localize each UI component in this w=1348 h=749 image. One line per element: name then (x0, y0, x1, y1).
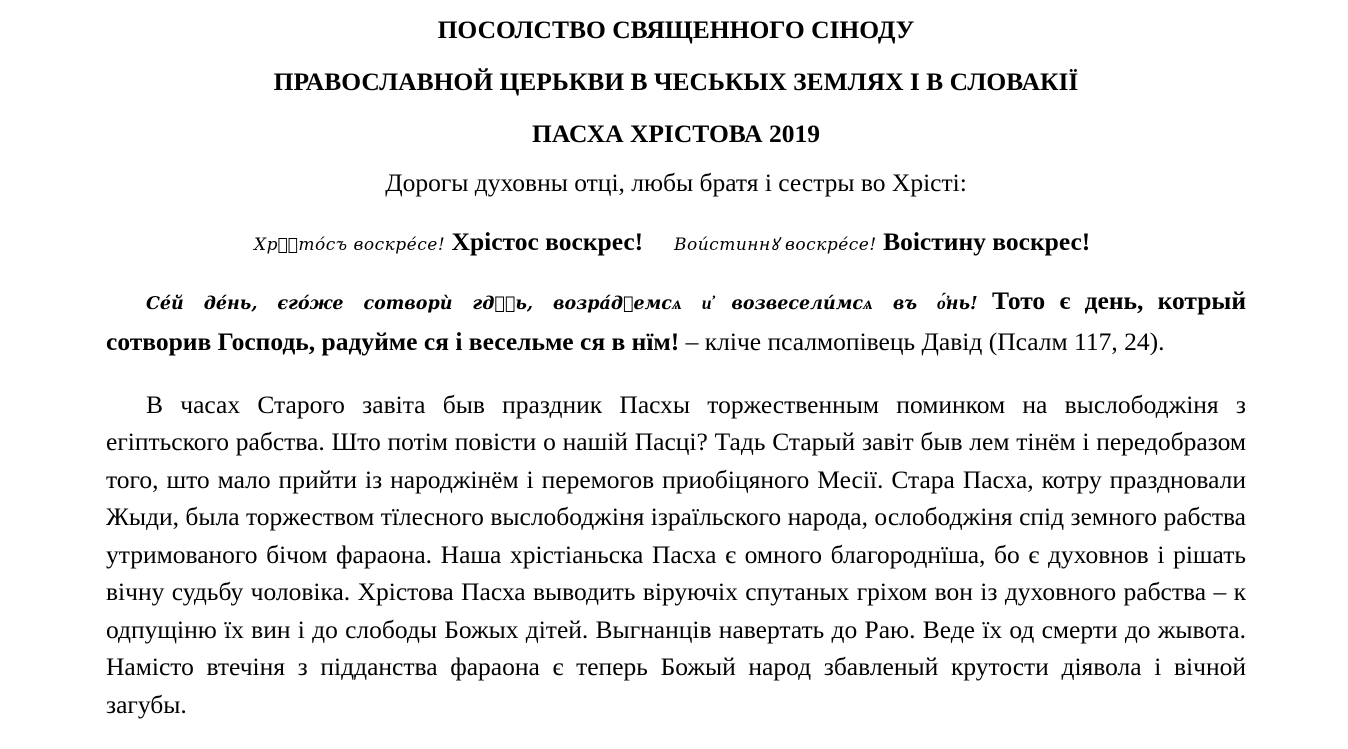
church-slavonic-greeting: Хрⷭ҇то́съ воскре́се! (254, 235, 446, 255)
psalm-quote: Тото є день, котрый сотворив Господь, радуйме ся і весельме ся в нїм! (106, 286, 1247, 356)
paschal-greeting-group (254, 224, 643, 263)
greeting-text: Хрістос воскрес! (451, 227, 644, 256)
paschal-response-group (674, 224, 1090, 263)
psalm-paragraph (106, 282, 1246, 360)
heading-line-1: ПОСОЛСТВО СВЯЩЕННОГО СІНОДУ (437, 15, 915, 44)
body-paragraph: В часах Старого завіта быв праздник Пасхы торжественным поминком на выслободжіня з егіптьского рабства. Што потім повісти о нашій Пасці? Тадь Старый завіт быв лем тінём і передобразом того, што мало прийти із народжінём і перемогов приобіцяного Месії. Стара Пасха, котру праздновали Жыди, была торжеством тїлесного выслободжіня ізраїльского народа, ослободжіня спід земного рабства утримованого бічом фараона. Наша хрістіаньска Пасха є омного благороднїша, бо є духовнов і рішать вічну судьбу чоловіка. Хрістова Пасха выводить віруючіх спутаных гріхом вон із духовного рабства – к одпущіню їх вин і до слободы Божых дітей. Выгнанців навертать до Раю. Веде їх од смерти до жывота. Намісто втечіня з підданства фараона є теперь Божый народ збавленый крутости діявола і вічной загубы. (106, 389, 1246, 719)
response-text: Воістину воскрес! (883, 227, 1091, 256)
heading-line-2: ПРАВОСЛАВНОЙ ЦЕРЬКВИ В ЧЕСЬКЫХ ЗЕМЛЯХ І В СЛОВАКІЇ (273, 67, 1079, 96)
church-slavonic-response: Вои́стиннꙋ воскре́се! (674, 235, 877, 255)
greeting-line: Дорогы духовны отці, любы братя і сестры во Хрісті: (385, 168, 967, 197)
document-page (106, 0, 1246, 749)
psalm-attribution: – кліче псалмопівець Давід (Псалм 117, 24). (685, 327, 1165, 356)
heading-line-3: ПАСХА ХРІСТОВА 2019 (532, 119, 820, 148)
paschal-greeting (106, 224, 1246, 260)
church-slavonic-psalm-quote: Се́й де́нь, єго́же сотворѝ гдⷭ҇ь, возра́дꙋемсѧ и҆ возвесели́мсѧ въ о҆́нь! (146, 294, 978, 314)
